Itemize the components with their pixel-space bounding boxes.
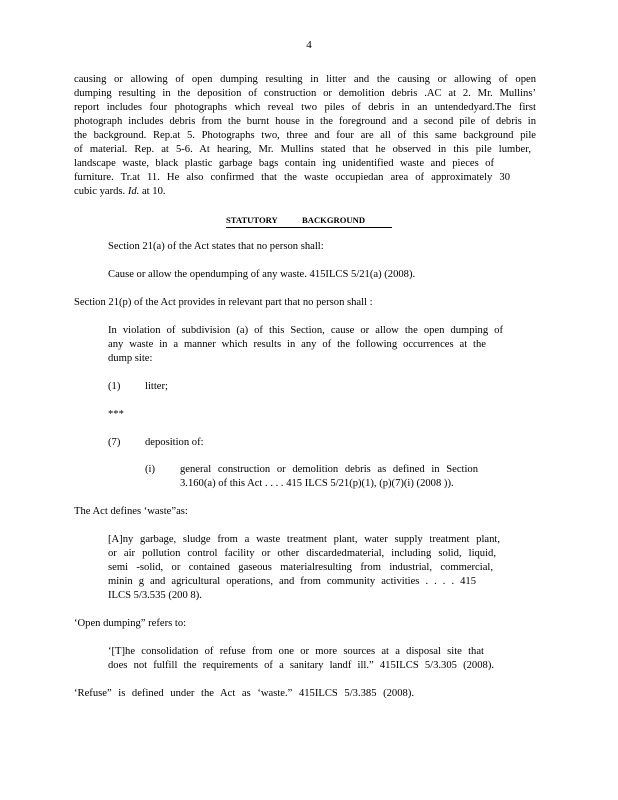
paragraph-line: report includes four photographs which reveal two piles of debris in an untendedyard.The first bbox=[74, 102, 536, 113]
paragraph-line: dumping resulting in the deposition of construction or demolition debris .AC at 2. Mr. Mullins’ bbox=[74, 88, 536, 99]
section-heading bbox=[226, 215, 392, 228]
paragraph-line: furniture. Tr.at 11. He also confirmed that the waste occupiedan area of approximately 30 bbox=[74, 172, 510, 183]
section-21p-intro: Section 21(p) of the Act provides in relevant part that no person shall : bbox=[74, 297, 373, 308]
open-dumping-intro: ‘Open dumping” refers to: bbox=[74, 618, 187, 629]
sublist-text: general construction or demolition debris as defined in Section bbox=[180, 464, 478, 475]
paragraph-line: the background. Rep.at 5. Photographs two, three and four are all of this same background pile bbox=[74, 130, 536, 141]
list-item-text: litter; bbox=[145, 381, 168, 392]
heading-word: STATUTORY bbox=[226, 215, 278, 225]
paragraph-line: photograph includes debris from the burnt house in the foreground and a second pile of debris in bbox=[74, 116, 536, 127]
quote-line: semi -solid, or contained gaseous materialresulting from industrial, commercial, bbox=[108, 562, 493, 573]
sublist-number: (i) bbox=[145, 464, 155, 475]
page-number: 4 bbox=[306, 39, 312, 51]
quote-line: dump site: bbox=[108, 353, 153, 364]
quote-line: ‘[T]he consolidation of refuse from one or more sources at a disposal site that bbox=[108, 646, 484, 657]
citation-id: Id. bbox=[127, 186, 140, 197]
heading-word: BACKGROUND bbox=[302, 215, 366, 225]
list-number: (1) bbox=[108, 381, 121, 392]
paragraph-line: causing or allowing of open dumping resulting in litter and the causing or allowing of open bbox=[74, 74, 536, 85]
quote-line: or air pollution control facility or other discardedmaterial, including solid, liquid, bbox=[108, 548, 496, 559]
quote-line: In violation of subdivision (a) of this Section, cause or allow the open dumping of bbox=[108, 325, 503, 336]
sublist-text: 3.160(a) of this Act . . . . 415 ILCS 5/21(p)(1), (p)(7)(i) (2008 )). bbox=[180, 478, 454, 489]
refuse-definition: ‘Refuse” is defined under the Act as ‘waste.” 415ILCS 5/3.385 (2008). bbox=[74, 688, 414, 699]
citation-text: cubic yards. bbox=[74, 186, 126, 197]
paragraph-line bbox=[74, 185, 166, 199]
quote-line: [A]ny garbage, sludge from a waste treatment plant, water supply treatment plant, bbox=[108, 534, 500, 545]
list-number: (7) bbox=[108, 437, 121, 448]
paragraph-line: of material. Rep. at 5-6. At hearing, Mr. Mullins stated that he observed in this pile lumber, bbox=[74, 144, 531, 155]
omission-marker: *** bbox=[108, 409, 124, 420]
list-item-text: deposition of: bbox=[145, 437, 204, 448]
quote-line: ILCS 5/3.535 (200 8). bbox=[108, 590, 202, 601]
section-21a-quote: Cause or allow the opendumping of any waste. 415ILCS 5/21(a) (2008). bbox=[108, 269, 416, 280]
quote-line: does not fulfill the requirements of a sanitary landf ill.” 415ILCS 5/3.305 (2008). bbox=[108, 660, 494, 671]
citation-text: at 10. bbox=[141, 186, 166, 197]
paragraph-line: landscape waste, black plastic garbage bags contain ing unidentified waste and pieces of bbox=[74, 158, 494, 169]
waste-intro: The Act defines ‘waste”as: bbox=[74, 506, 188, 517]
quote-line: any waste in a manner which results in any of the following occurrences at the bbox=[108, 339, 486, 350]
section-21a-intro: Section 21(a) of the Act states that no person shall: bbox=[108, 241, 324, 252]
quote-line: minin g and agricultural operations, and from community activities . . . . 415 bbox=[108, 576, 476, 587]
